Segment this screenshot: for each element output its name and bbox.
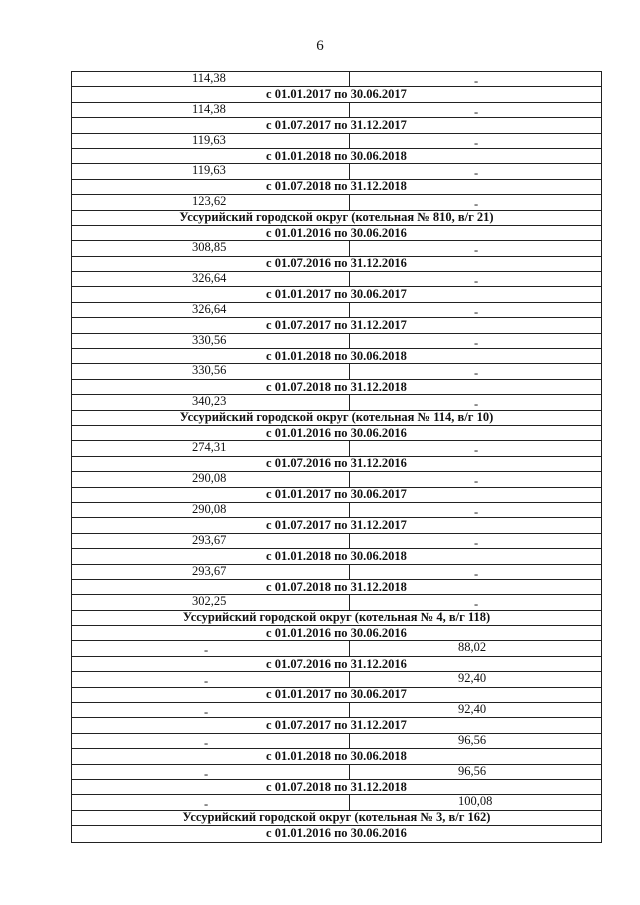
table-row (72, 134, 601, 149)
cell-col-2: - (474, 597, 479, 612)
table-row (72, 303, 601, 318)
cell-col-2: - (474, 535, 479, 550)
table-row (72, 703, 601, 718)
table-row (72, 565, 601, 580)
tariff-table (71, 71, 602, 843)
table-row (72, 195, 601, 210)
table-row (72, 72, 601, 87)
cell-col-1: 274,31 (72, 441, 350, 455)
cell-col-2: - (474, 104, 479, 119)
cell-col-2: - (474, 243, 479, 258)
period-header-row: с 01.07.2017 по 31.12.2017 (72, 118, 601, 133)
cell-col-1: - (72, 795, 350, 809)
section-header-row: Уссурийский городской округ (котельная № 810, в/г 21) (72, 211, 601, 226)
period-header-row: с 01.01.2018 по 30.06.2018 (72, 749, 601, 764)
period-header-row: с 01.01.2017 по 30.06.2017 (72, 287, 601, 302)
table-row (72, 734, 601, 749)
cell-col-1: 123,62 (72, 195, 350, 209)
cell-col-1: - (72, 672, 350, 686)
table-row (72, 103, 601, 118)
period-header-row: с 01.01.2017 по 30.06.2017 (72, 87, 601, 102)
cell-col-2: - (474, 397, 479, 412)
table-row (72, 334, 601, 349)
cell-col-1: 326,64 (72, 303, 350, 317)
section-header-row: Уссурийский городской округ (котельная № 114, в/г 10) (72, 411, 601, 426)
table-row (72, 241, 601, 256)
cell-col-1: - (72, 703, 350, 717)
cell-col-1: 114,38 (72, 103, 350, 117)
cell-col-1: 340,23 (72, 395, 350, 409)
cell-col-2: - (474, 74, 479, 88)
cell-col-2: - (474, 135, 479, 150)
table-row (72, 765, 601, 780)
table-row (72, 472, 601, 487)
period-header-row: с 01.07.2018 по 31.12.2018 (72, 580, 601, 595)
cell-col-1: 302,25 (72, 595, 350, 609)
cell-col-1: - (72, 734, 350, 748)
table-row (72, 395, 601, 410)
cell-col-2: - (474, 504, 479, 519)
table-row (72, 503, 601, 518)
cell-col-2: 96,56 (458, 763, 487, 778)
table-row (72, 272, 601, 287)
period-header-row: с 01.01.2017 по 30.06.2017 (72, 488, 601, 503)
cell-col-1: 119,63 (72, 164, 350, 178)
cell-col-2: 96,56 (458, 732, 487, 747)
cell-col-1: 308,85 (72, 241, 350, 255)
cell-col-1: 114,38 (72, 72, 350, 86)
period-header-row: с 01.01.2016 по 30.06.2016 (72, 226, 601, 241)
period-header-row: с 01.01.2016 по 30.06.2016 (72, 626, 601, 641)
cell-col-2: 92,40 (458, 702, 487, 717)
period-header-row: с 01.01.2018 по 30.06.2018 (72, 549, 601, 564)
period-header-row: с 01.01.2016 по 30.06.2016 (72, 426, 601, 441)
cell-col-2: - (474, 197, 479, 212)
cell-col-2: - (474, 274, 479, 289)
table-row (72, 672, 601, 687)
cell-col-2: - (474, 166, 479, 181)
period-header-row: с 01.07.2016 по 31.12.2016 (72, 257, 601, 272)
period-header-row: с 01.07.2018 по 31.12.2018 (72, 180, 601, 195)
cell-col-1: - (72, 765, 350, 779)
table-row (72, 364, 601, 379)
cell-col-1: - (72, 641, 350, 655)
period-header-row: с 01.01.2017 по 30.06.2017 (72, 688, 601, 703)
period-header-row: с 01.07.2017 по 31.12.2017 (72, 518, 601, 533)
table-row (72, 534, 601, 549)
table-row (72, 441, 601, 456)
period-header-row: с 01.01.2016 по 30.06.2016 (266, 826, 407, 841)
period-header-row: с 01.07.2017 по 31.12.2017 (72, 318, 601, 333)
cell-col-1: 330,56 (72, 364, 350, 378)
cell-col-2: - (474, 335, 479, 350)
table-row (72, 164, 601, 179)
section-header-row: Уссурийский городской округ (котельная № 3, в/г 162) (72, 811, 601, 826)
period-header-row: с 01.07.2018 по 31.12.2018 (72, 780, 601, 795)
cell-col-1: 290,08 (72, 503, 350, 517)
cell-col-1: 119,63 (72, 134, 350, 148)
cell-col-2: - (474, 474, 479, 489)
cell-col-2: 92,40 (458, 671, 487, 686)
period-header-row: с 01.01.2018 по 30.06.2018 (72, 349, 601, 364)
cell-col-1: 293,67 (72, 534, 350, 548)
cell-col-1: 330,56 (72, 334, 350, 348)
table-row (72, 795, 601, 810)
period-header-row: с 01.01.2018 по 30.06.2018 (72, 149, 601, 164)
cell-col-2: - (474, 366, 479, 381)
period-header-row: с 01.07.2016 по 31.12.2016 (72, 657, 601, 672)
period-header-row: с 01.07.2017 по 31.12.2017 (72, 718, 601, 733)
section-header-row: Уссурийский городской округ (котельная № 4, в/г 118) (72, 611, 601, 626)
cell-col-1: 290,08 (72, 472, 350, 486)
cell-col-2: 100,08 (458, 794, 493, 809)
period-header-row: с 01.07.2018 по 31.12.2018 (72, 380, 601, 395)
table-row (72, 641, 601, 656)
cell-col-1: 293,67 (72, 565, 350, 579)
page-number: 6 (316, 38, 324, 54)
cell-col-2: - (474, 566, 479, 581)
cell-col-2: 88,02 (458, 640, 487, 655)
period-header-row: с 01.07.2016 по 31.12.2016 (72, 457, 601, 472)
cell-col-1: 326,64 (72, 272, 350, 286)
cell-col-2: - (474, 304, 479, 319)
table-row (72, 595, 601, 610)
cell-col-2: - (474, 443, 479, 458)
